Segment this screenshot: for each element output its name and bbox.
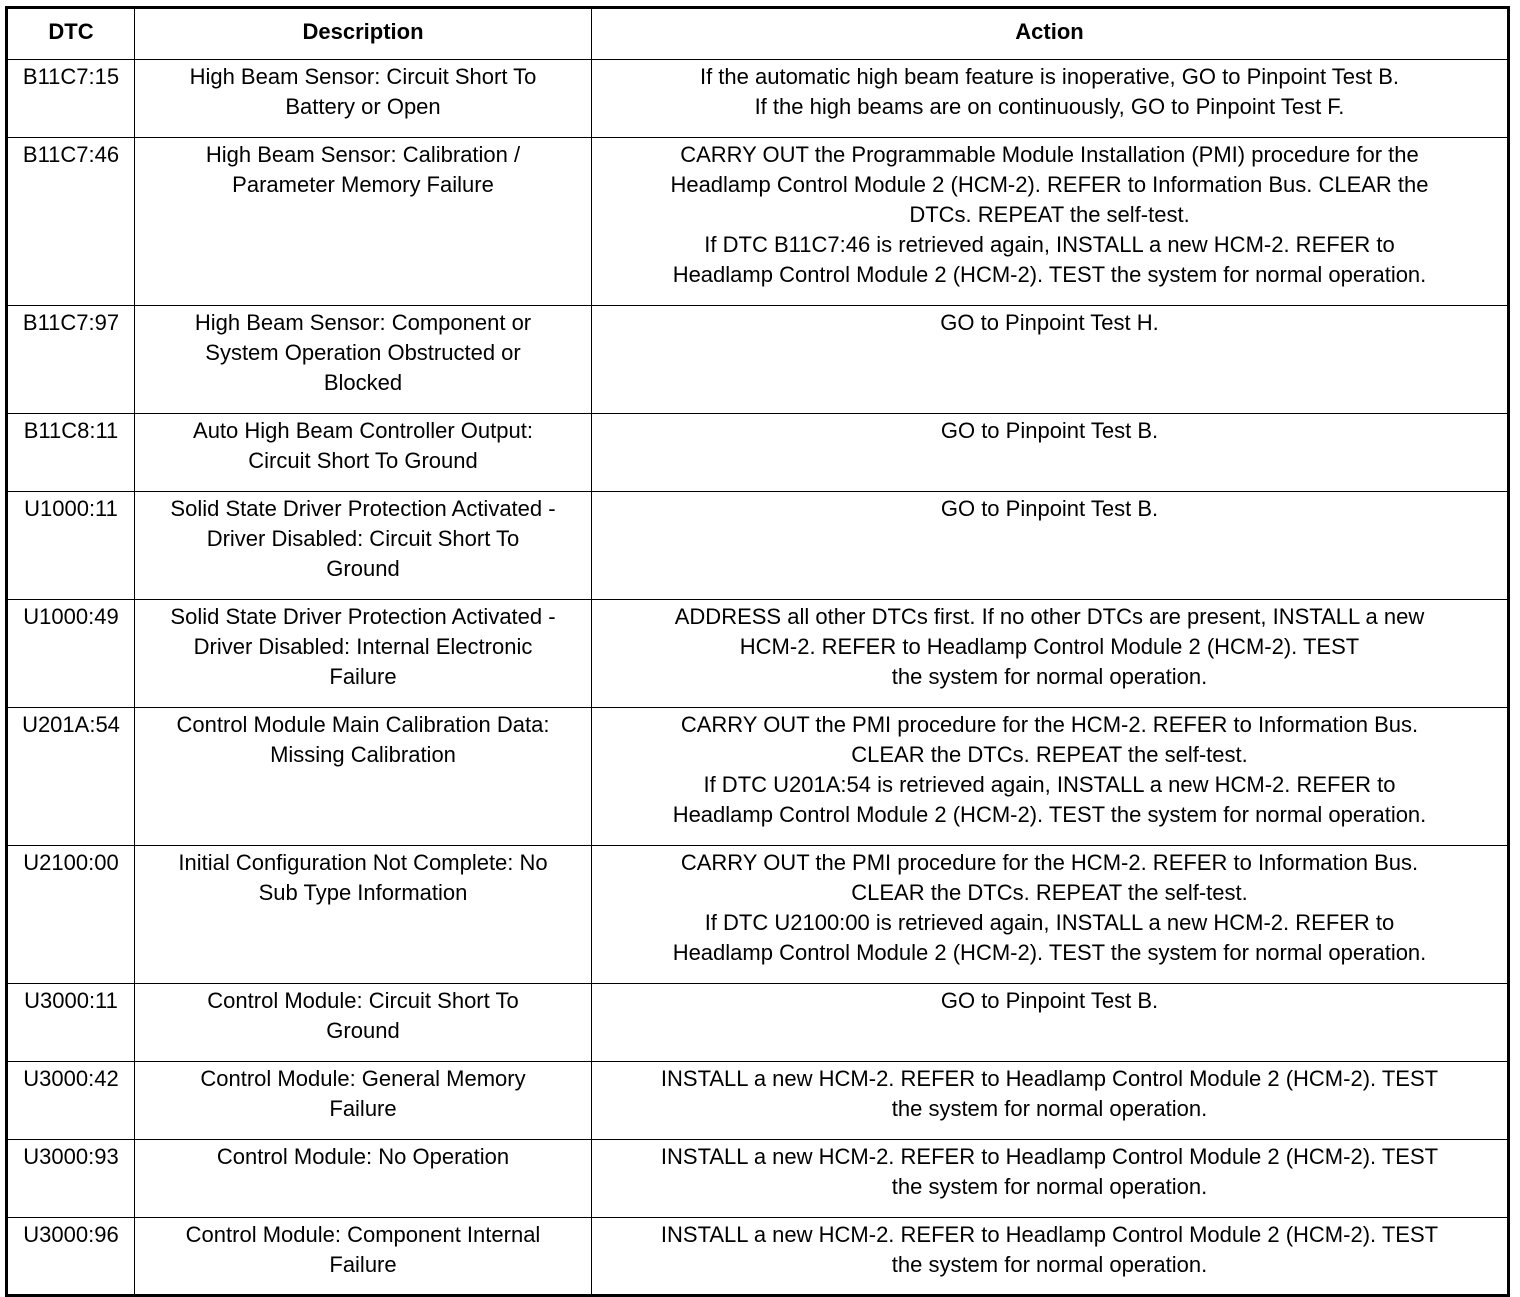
- dtc-description: Control Module Main Calibration Data: Missing Calibration: [135, 708, 592, 846]
- table-row: [7, 306, 1509, 414]
- dtc-action: INSTALL a new HCM-2. REFER to Headlamp Control Module 2 (HCM-2). TEST the system for normal operation.: [592, 1140, 1509, 1218]
- table-row: [7, 414, 1509, 492]
- dtc-action: GO to Pinpoint Test B.: [592, 414, 1509, 492]
- dtc-code: B11C7:97: [7, 306, 135, 414]
- dtc-code: B11C7:15: [7, 60, 135, 138]
- dtc-code: U3000:42: [7, 1062, 135, 1140]
- dtc-action: INSTALL a new HCM-2. REFER to Headlamp Control Module 2 (HCM-2). TEST the system for normal operation.: [592, 1218, 1509, 1296]
- dtc-code: B11C8:11: [7, 414, 135, 492]
- dtc-table: [5, 6, 1510, 1297]
- dtc-action: GO to Pinpoint Test B.: [592, 492, 1509, 600]
- header-dtc: DTC: [7, 8, 135, 60]
- dtc-description: Control Module: Component Internal Failure: [135, 1218, 592, 1296]
- table-row: [7, 846, 1509, 984]
- dtc-description: Auto High Beam Controller Output: Circuit Short To Ground: [135, 414, 592, 492]
- dtc-description: Initial Configuration Not Complete: No Sub Type Information: [135, 846, 592, 984]
- header-action: Action: [592, 8, 1509, 60]
- table-header-row: [7, 8, 1509, 60]
- dtc-description: High Beam Sensor: Circuit Short To Battery or Open: [135, 60, 592, 138]
- dtc-description: Control Module: Circuit Short To Ground: [135, 984, 592, 1062]
- dtc-action: CARRY OUT the PMI procedure for the HCM-2. REFER to Information Bus. CLEAR the DTCs. REPEAT the self-test. If DTC U2100:00 is retrieved again, INSTALL a new HCM-2. REFER to Headlamp Control Module 2 (HCM-2). TEST the system for normal operation.: [592, 846, 1509, 984]
- table-row: [7, 1218, 1509, 1296]
- dtc-code: B11C7:46: [7, 138, 135, 306]
- table-row: [7, 492, 1509, 600]
- dtc-action: INSTALL a new HCM-2. REFER to Headlamp Control Module 2 (HCM-2). TEST the system for normal operation.: [592, 1062, 1509, 1140]
- table-row: [7, 138, 1509, 306]
- dtc-description: Control Module: No Operation: [135, 1140, 592, 1218]
- dtc-code: U201A:54: [7, 708, 135, 846]
- dtc-code: U3000:11: [7, 984, 135, 1062]
- table-row: [7, 60, 1509, 138]
- table-row: [7, 984, 1509, 1062]
- table-row: [7, 1140, 1509, 1218]
- dtc-action: ADDRESS all other DTCs first. If no other DTCs are present, INSTALL a new HCM-2. REFER to Headlamp Control Module 2 (HCM-2). TEST the system for normal operation.: [592, 600, 1509, 708]
- dtc-action: CARRY OUT the Programmable Module Installation (PMI) procedure for the Headlamp Control Module 2 (HCM-2). REFER to Information Bus. CLEAR the DTCs. REPEAT the self-test. If DTC B11C7:46 is retrieved again, INSTALL a new HCM-2. REFER to Headlamp Control Module 2 (HCM-2). TEST the system for normal operation.: [592, 138, 1509, 306]
- dtc-description: Solid State Driver Protection Activated - Driver Disabled: Internal Electronic Failure: [135, 600, 592, 708]
- dtc-code: U1000:49: [7, 600, 135, 708]
- dtc-description: Control Module: General Memory Failure: [135, 1062, 592, 1140]
- dtc-action: CARRY OUT the PMI procedure for the HCM-2. REFER to Information Bus. CLEAR the DTCs. REPEAT the self-test. If DTC U201A:54 is retrieved again, INSTALL a new HCM-2. REFER to Headlamp Control Module 2 (HCM-2). TEST the system for normal operation.: [592, 708, 1509, 846]
- dtc-description: High Beam Sensor: Calibration / Parameter Memory Failure: [135, 138, 592, 306]
- dtc-code: U1000:11: [7, 492, 135, 600]
- dtc-code: U3000:93: [7, 1140, 135, 1218]
- dtc-description: High Beam Sensor: Component or System Operation Obstructed or Blocked: [135, 306, 592, 414]
- dtc-action: GO to Pinpoint Test B.: [592, 984, 1509, 1062]
- dtc-action: GO to Pinpoint Test H.: [592, 306, 1509, 414]
- table-row: [7, 708, 1509, 846]
- header-description: Description: [135, 8, 592, 60]
- dtc-code: U2100:00: [7, 846, 135, 984]
- table-row: [7, 1062, 1509, 1140]
- dtc-action: If the automatic high beam feature is inoperative, GO to Pinpoint Test B. If the high beams are on continuously, GO to Pinpoint Test F.: [592, 60, 1509, 138]
- dtc-code: U3000:96: [7, 1218, 135, 1296]
- table-row: [7, 600, 1509, 708]
- dtc-description: Solid State Driver Protection Activated - Driver Disabled: Circuit Short To Ground: [135, 492, 592, 600]
